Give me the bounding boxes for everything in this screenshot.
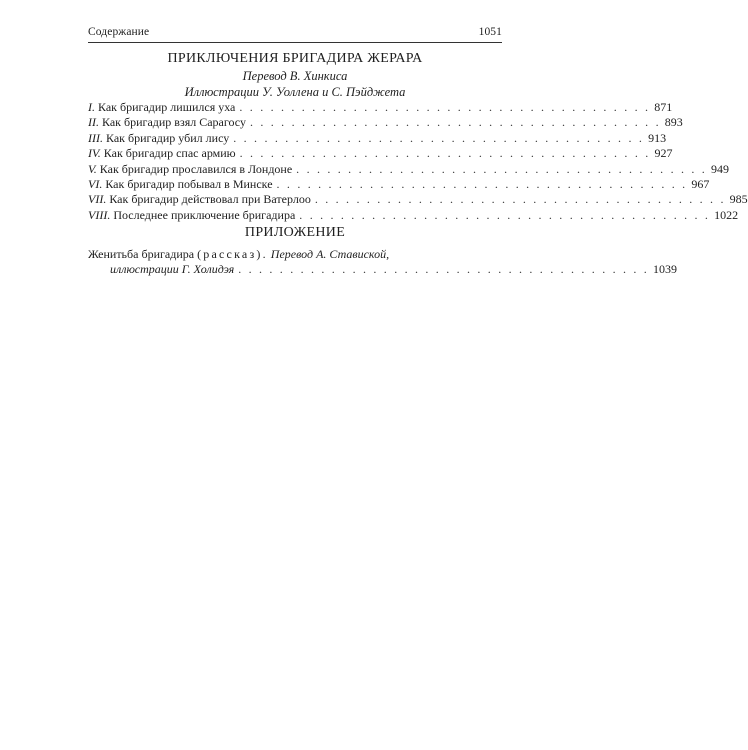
entry-number: III. bbox=[88, 130, 103, 145]
toc-entry[interactable] bbox=[88, 161, 729, 177]
entry-number: IV. bbox=[88, 146, 101, 161]
appendix-title: ПРИЛОЖЕНИЕ bbox=[244, 225, 346, 240]
leader-dots: . . . . . . . . . . . . . . . . . . . . . . . . . . . . . . . . . . . . . . . . bbox=[239, 146, 651, 161]
leader-dots: . . . . . . . . . . . . . . . . . . . . . . . . . . . . . . . . . . . . . . . . bbox=[239, 99, 651, 114]
entry-number: VIII. bbox=[88, 207, 111, 222]
running-head bbox=[88, 26, 502, 38]
section-header bbox=[88, 50, 502, 100]
leader-dots: . . . . . . . . . . . . . . . . . . . . . . . . . . . . . . . . . . . . . . . . bbox=[314, 192, 726, 207]
toc-entry[interactable] bbox=[88, 192, 748, 207]
leader-dots: . . . . . . . . . . . . . . . . . . . . . . . . . . . . . . . . . . . . . . . . bbox=[276, 176, 688, 191]
entry-title: Как бригадир спас армию bbox=[103, 146, 236, 161]
section-title: ПРИКЛЮЧЕНИЯ БРИГАДИРА ЖЕРАРА bbox=[167, 51, 423, 66]
entry-page: 1022 bbox=[714, 207, 739, 222]
entry-title: Последнее приключение бригадира bbox=[113, 207, 296, 222]
leader-dots: . . . . . . . . . . . . . . . . . . . . . . . . . . . . . . . . . . . . . . . . bbox=[299, 207, 711, 222]
entry-title: Как бригадир убил лису bbox=[106, 130, 230, 145]
entry-number: II. bbox=[88, 115, 99, 130]
entry-title: Как бригадир действовал при Ватерлоо bbox=[109, 192, 311, 207]
leader-dots: . . . . . . . . . . . . . . . . . . . . . . . . . . . . . . . . . . . . . . . . bbox=[249, 115, 661, 130]
entry-number: I. bbox=[88, 99, 95, 114]
header-rule bbox=[88, 42, 502, 43]
entry-page: 871 bbox=[654, 99, 673, 114]
section-translator: Перевод В. Хинкиса bbox=[242, 69, 348, 83]
entry-number: VII. bbox=[88, 192, 107, 207]
appendix-header bbox=[88, 224, 502, 242]
appendix-entry-translation: Перевод А. Ставиской, bbox=[270, 247, 390, 261]
entry-page: 927 bbox=[654, 146, 673, 161]
running-head-page-number: 1051 bbox=[478, 26, 502, 38]
leader-dots: . . . . . . . . . . . . . . . . . . . . . . . . . . . . . . . . . . . . . . . . bbox=[296, 161, 707, 176]
entry-page: 949 bbox=[710, 161, 729, 176]
entry-title: Как бригадир побывал в Минске bbox=[105, 176, 273, 191]
toc-entry[interactable] bbox=[88, 115, 683, 130]
entry-number: VI. bbox=[88, 176, 103, 191]
entry-title: Как бригадир лишился уха bbox=[98, 99, 236, 114]
appendix-entry[interactable] bbox=[88, 247, 678, 278]
entry-page: 985 bbox=[729, 192, 748, 207]
entry-page: 967 bbox=[691, 176, 710, 191]
section-illustrators: Иллюстрации У. Уоллена и С. Пэйджета bbox=[184, 85, 406, 99]
toc-entry[interactable] bbox=[88, 207, 739, 223]
appendix-entry-page: 1039 bbox=[653, 262, 678, 277]
running-head-title: Содержание bbox=[88, 26, 150, 38]
toc-entry[interactable] bbox=[88, 146, 673, 161]
appendix-entry-title: Женитьба бригадира bbox=[88, 247, 195, 261]
leader-dots: . . . . . . . . . . . . . . . . . . . . . . . . . . . . . . . . . . . . . . . . bbox=[238, 262, 650, 277]
leader-dots: . . . . . . . . . . . . . . . . . . . . . . . . . . . . . . . . . . . . . . . . bbox=[233, 130, 645, 145]
toc-entry[interactable] bbox=[88, 130, 667, 146]
toc-entry[interactable] bbox=[88, 176, 710, 192]
entry-page: 913 bbox=[648, 130, 667, 145]
appendix-entry-genre: (рассказ). bbox=[197, 247, 268, 261]
toc-page bbox=[88, 0, 748, 750]
entry-title: Как бригадир взял Сарагосу bbox=[102, 115, 246, 130]
entry-number: V. bbox=[88, 161, 97, 176]
toc-list bbox=[88, 99, 748, 223]
entry-page: 893 bbox=[664, 115, 683, 130]
entry-title: Как бригадир прославился в Лондоне bbox=[99, 161, 293, 176]
appendix-entry-illustration: иллюстрации Г. Холидэя bbox=[110, 262, 235, 277]
toc-entry[interactable] bbox=[88, 99, 673, 115]
